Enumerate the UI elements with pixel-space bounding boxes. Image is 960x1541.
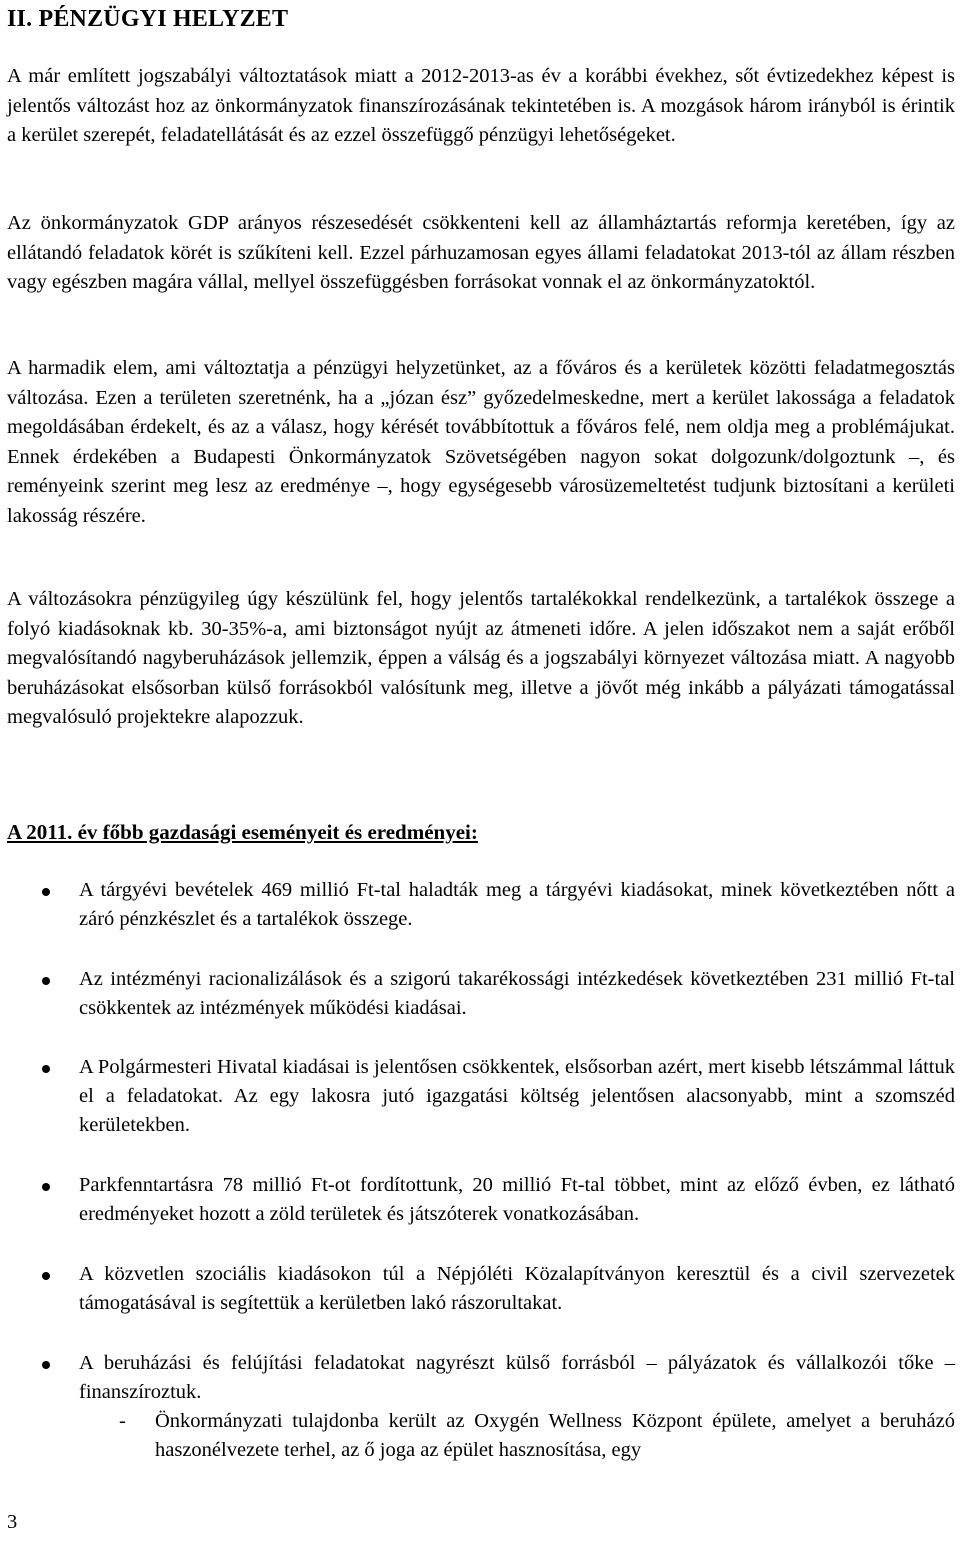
bullet-icon bbox=[42, 1183, 50, 1191]
bullet-icon bbox=[42, 977, 50, 985]
bullet-icon bbox=[42, 1361, 50, 1369]
paragraph-1: A már említett jogszabályi változtatások miatt a 2012-2013-as év a korábbi évekhez, sőt évtizedekhez képest is jelentős változást hoz az önkormányzatok finanszírozásának tekintetében is. A mozgások három irányból is érintik a kerület szerepét, feladatellátását és az ezzel összefüggő pénzügyi lehetőségeket. bbox=[7, 65, 955, 146]
dash-icon: - bbox=[119, 1410, 126, 1432]
sub-list-text: Önkormányzati tulajdonba került az Oxygén Wellness Központ épülete, amelyet a beruházó haszonélvezete terhel, az ő joga az épület hasznosítása, egy bbox=[155, 1410, 955, 1461]
bullet-icon bbox=[42, 1272, 50, 1280]
paragraph-4: A változásokra pénzügyileg úgy készülünk fel, hogy jelentős tartalékokkal rendelkezünk, a tartalékok összege a folyó kiadásoknak kb. 30-35%-a, ami biztonságot nyújt az átmeneti időre. A jelen időszakot nem a saját erőből megvalósítandó nagyberuházások jellemzik, éppen a válság és a jogszabályi környezet változása miatt. A nagyobb beruházásokat elsősorban külső forrásokból valósítunk meg, illetve a jövőt még inkább a pályázati támogatással megvalósuló projektekre alapozzuk. bbox=[7, 588, 955, 728]
bullet-icon bbox=[42, 888, 50, 896]
bullet-icon bbox=[42, 1065, 50, 1073]
subheading: A 2011. év főbb gazdasági eseményeit és eredményei: bbox=[7, 820, 478, 844]
paragraph-3: A harmadik elem, ami változtatja a pénzügyi helyzetünket, az a főváros és a kerületek közötti feladatmegosztás változása. Ezen a területen szeretnénk, ha a „józan ész” győzedelmeskedne, mert a kerület lakossága a feladatok megoldásában érdekelt, és az a válasz, hogy kérését továbbítottuk a főváros felé, nem oldja meg a problémájukat. Ennek érdekében a Budapesti Önkormányzatok Szövetségében nagyon sokat dolgozunk/dolgoztunk –, és reményeink szerint meg lesz az eredménye –, hogy egységesebb városüzemeltetést tudjunk biztosítani a kerületi lakosság részére. bbox=[7, 357, 955, 527]
paragraph-2: Az önkormányzatok GDP arányos részesedését csökkenteni kell az államháztartás reformja keretében, így az ellátandó feladatok körét is szűkíteni kell. Ezzel párhuzamosan egyes állami feladatokat 2013-tól az állam részben vagy egészben magára vállal, mellyel összefüggésben forrásokat vonnak el az önkormányzatoktól. bbox=[7, 212, 955, 293]
bullet-text: Az intézményi racionalizálások és a szigorú takarékossági intézkedések következtében 231 millió Ft-tal csökkentek az intézmények működési kiadásai. bbox=[79, 968, 955, 1019]
page-number: 3 bbox=[7, 1511, 18, 1533]
bullet-text: A Polgármesteri Hivatal kiadásai is jelentősen csökkentek, elsősorban azért, mert kisebb létszámmal láttuk el a feladatokat. Az egy lakosra jutó igazgatási költség jelentősen alacsonyabb, mint a szomszéd kerületekben. bbox=[79, 1056, 955, 1136]
bullet-text: A közvetlen szociális kiadásokon túl a Népjóléti Közalapítványon keresztül és a civil szervezetek támogatásával is segítettük a kerületben lakó rászorultakat. bbox=[79, 1263, 955, 1314]
bullet-text: Parkfenntartásra 78 millió Ft-ot fordítottunk, 20 millió Ft-tal többet, mint az előző évben, ez látható eredményeket hozott a zöld területek és játszóterek vonatkozásában. bbox=[79, 1174, 955, 1225]
bullet-text: A tárgyévi bevételek 469 millió Ft-tal haladták meg a tárgyévi kiadásokat, minek következtében nőtt a záró pénzkészlet és a tartalékok összege. bbox=[79, 879, 955, 930]
section-heading: II. PÉNZÜGYI HELYZET bbox=[7, 6, 289, 32]
bullet-text: A beruházási és felújítási feladatokat nagyrészt külső forrásból – pályázatok és vállalkozói tőke – finanszíroztuk. bbox=[79, 1352, 955, 1403]
